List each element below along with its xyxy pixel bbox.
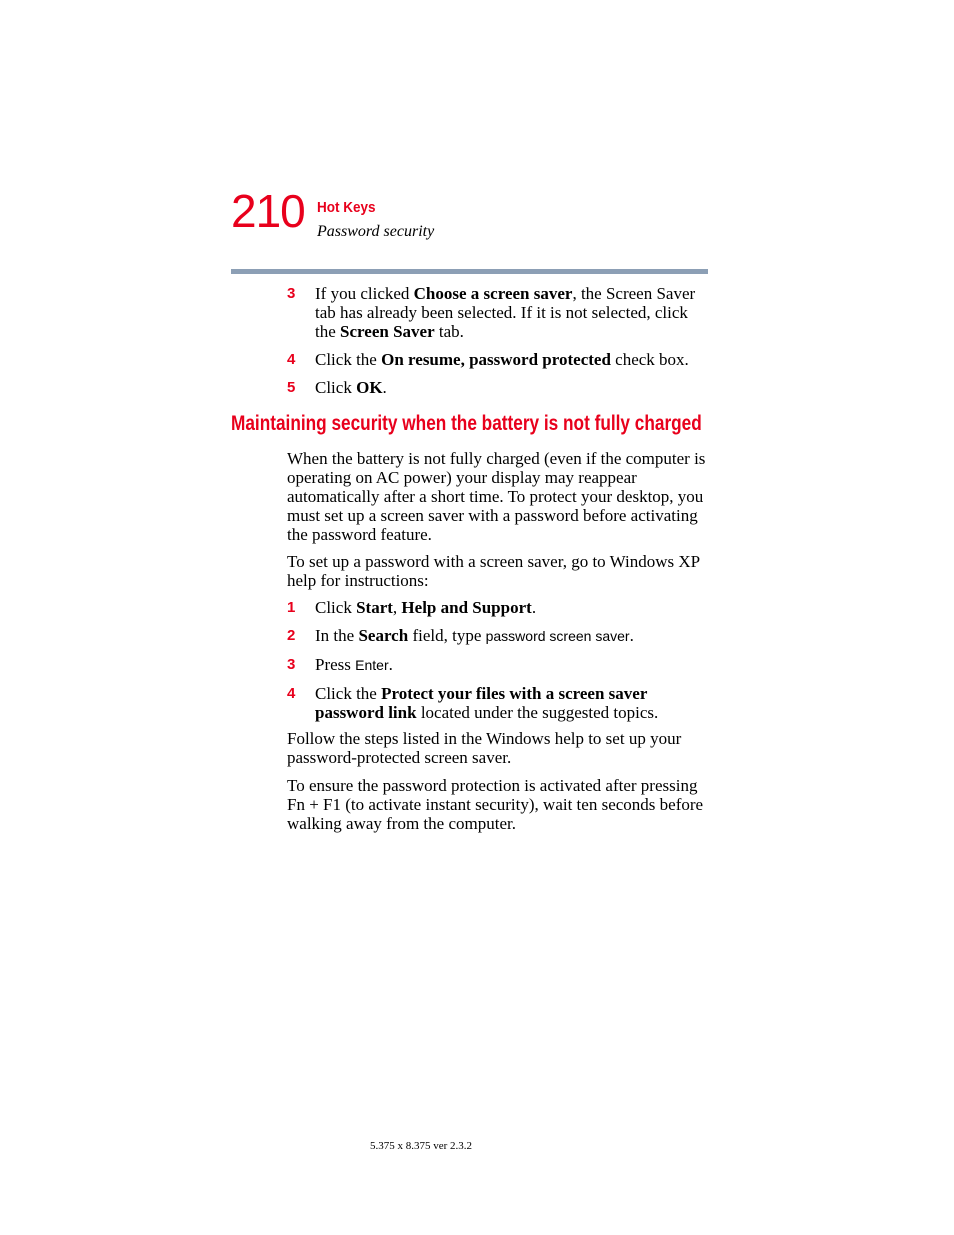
list-item: 3 If you clicked Choose a screen saver, the Screen Saver tab has already been selected. If it is not selected, click the Screen Saver tab.: [287, 284, 696, 341]
page-footer: 5.375 x 8.375 ver 2.3.2: [370, 1140, 473, 1152]
page-number: 210: [231, 185, 305, 237]
steps-list-top: [287, 284, 707, 406]
list-item: 4 Click the On resume, password protected check box.: [287, 350, 689, 369]
ui-label: Search: [358, 626, 409, 645]
ui-label: Protect your files with a screen saver password link: [315, 684, 648, 722]
list-item: 5 Click OK.: [287, 378, 387, 397]
key-name: Enter: [355, 657, 389, 673]
paragraph: To set up a password with a screen saver, go to Windows XP help for instructions:: [287, 552, 700, 590]
step-number: 3: [287, 285, 296, 302]
ui-label: On resume, password protected: [381, 350, 611, 369]
paragraph: Follow the steps listed in the Windows help to set up your password-protected screen saver.: [287, 729, 682, 767]
section-heading: Maintaining security when the battery is not fully charged: [231, 412, 702, 435]
paragraph: When the battery is not fully charged (even if the computer is operating on AC power) your display may reappear automatically after a short time. To protect your desktop, you must set up a screen saver with a password before activating the password feature.: [287, 449, 706, 544]
ui-label: OK: [356, 378, 383, 397]
step-number: 1: [287, 599, 296, 616]
step-number: 4: [287, 685, 296, 702]
paragraph: To ensure the password protection is activated after pressing Fn + F1 (to activate instant security), wait ten seconds before walking away from the computer.: [287, 776, 704, 833]
header-rule: [231, 269, 708, 274]
list-item: 1 Click Start, Help and Support.: [287, 598, 537, 617]
step-number: 2: [287, 627, 296, 644]
ui-label: Screen Saver: [340, 322, 435, 341]
step-number: 3: [287, 656, 296, 673]
step-number: 4: [287, 351, 296, 368]
section-title: Password security: [317, 223, 435, 240]
list-item: 4 Click the Protect your files with a screen saver password link located under the suggested topics.: [287, 684, 659, 722]
ui-label: Help and Support: [401, 598, 532, 617]
typed-text: password screen saver: [485, 628, 630, 644]
list-item: 3 Press Enter.: [287, 655, 393, 674]
steps-list-bottom: [287, 598, 707, 731]
step-number: 5: [287, 379, 296, 396]
ui-label: Choose a screen saver: [413, 284, 573, 303]
chapter-title: Hot Keys: [317, 199, 376, 216]
ui-label: Start: [356, 598, 393, 617]
list-item: 2 In the Search field, type password screen saver.: [287, 626, 634, 645]
